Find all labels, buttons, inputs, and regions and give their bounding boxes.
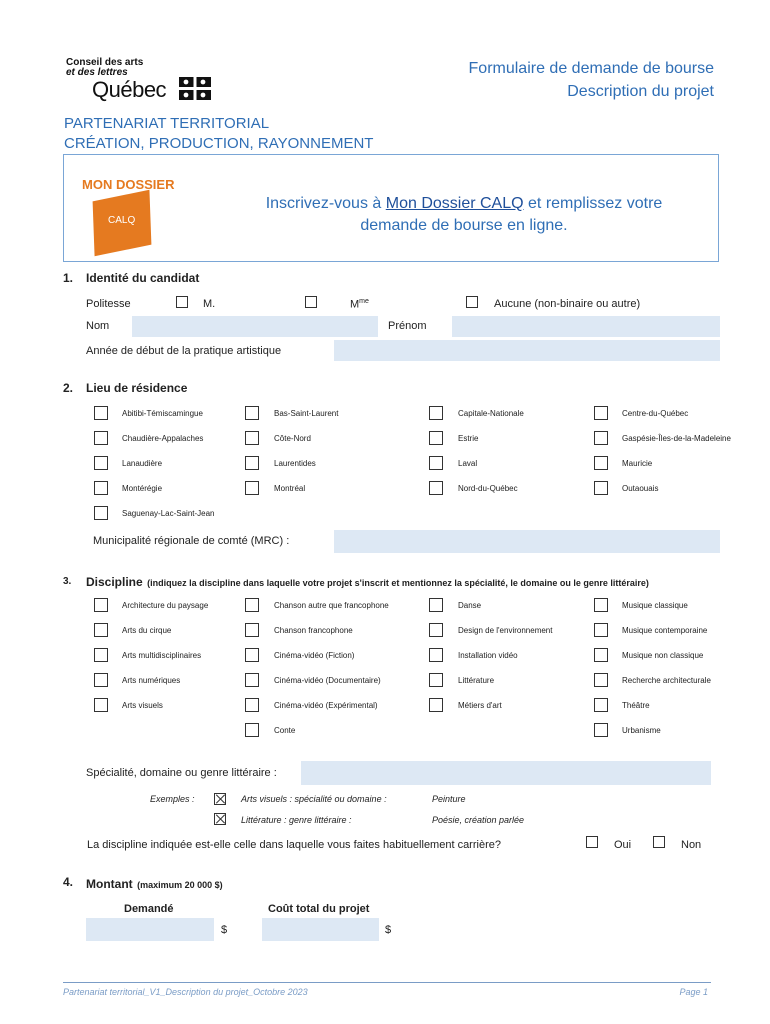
- checkbox-non[interactable]: [653, 836, 665, 848]
- discipline-checkbox[interactable]: [245, 598, 259, 612]
- logo-line-1: Conseil des arts: [66, 57, 144, 68]
- discipline-label: Recherche architecturale: [622, 676, 711, 685]
- annee-label: Année de début de la pratique artistique: [86, 345, 282, 357]
- demande-label: Demandé: [124, 903, 174, 915]
- discipline-label: Musique classique: [622, 601, 688, 610]
- region-label: Laval: [458, 459, 478, 468]
- discipline-label: Danse: [458, 601, 482, 610]
- annee-field[interactable]: [334, 340, 720, 361]
- discipline-label: Métiers d'art: [458, 701, 502, 710]
- s3-heading: [86, 573, 649, 591]
- discipline-checkbox[interactable]: [94, 623, 108, 637]
- example-2-value: Poésie, création parlée: [432, 815, 525, 825]
- form-title: Formulaire de demande de bourse: [468, 60, 714, 77]
- region-checkbox[interactable]: [429, 456, 443, 470]
- politesse-label: Politesse: [86, 298, 131, 310]
- region-label: Laurentides: [274, 459, 316, 468]
- checkbox-oui[interactable]: [586, 836, 598, 848]
- discipline-checkbox[interactable]: [594, 623, 608, 637]
- region-checkbox[interactable]: [245, 481, 259, 495]
- prenom-label: Prénom: [388, 320, 427, 332]
- checkbox-m[interactable]: [176, 296, 188, 308]
- cout-currency: $: [385, 924, 392, 936]
- region-checkbox[interactable]: [245, 406, 259, 420]
- region-label: Montérégie: [122, 484, 163, 493]
- checkbox-aucune[interactable]: [466, 296, 478, 308]
- label-aucune: Aucune (non-binaire ou autre): [494, 298, 641, 310]
- discipline-checkbox[interactable]: [429, 698, 443, 712]
- mon-dossier-link[interactable]: Mon Dossier CALQ: [385, 195, 524, 212]
- cout-label: Coût total du projet: [268, 903, 370, 915]
- label-mme: [350, 298, 369, 311]
- logo-line-2: et des lettres: [66, 67, 128, 78]
- discipline-label: Architecture du paysage: [122, 601, 209, 610]
- discipline-label: Chanson autre que francophone: [274, 601, 389, 610]
- region-label: Montréal: [274, 484, 306, 493]
- discipline-checkbox[interactable]: [245, 673, 259, 687]
- region-checkbox[interactable]: [94, 406, 108, 420]
- discipline-checkbox[interactable]: [94, 648, 108, 662]
- region-checkbox[interactable]: [594, 406, 608, 420]
- logo-line-3: Québec: [92, 77, 167, 102]
- program-line-1: PARTENARIAT TERRITORIAL: [64, 115, 270, 132]
- banner-text-before: Inscrivez-vous à: [265, 195, 386, 212]
- region-label: Estrie: [458, 434, 479, 443]
- region-label: Gaspésie-Îles-de-la-Madeleine: [622, 434, 731, 443]
- discipline-label: Installation vidéo: [458, 651, 518, 660]
- form-subtitle: Description du projet: [567, 83, 714, 100]
- banner-line-2: demande de bourse en ligne.: [360, 217, 568, 234]
- discipline-checkbox[interactable]: [594, 723, 608, 737]
- region-checkbox[interactable]: [94, 481, 108, 495]
- s2-title: Lieu de résidence: [86, 381, 188, 395]
- banner-text-after: et remplissez votre: [523, 195, 663, 212]
- region-label: Centre-du-Québec: [622, 409, 689, 418]
- s3-title: Discipline: [86, 575, 143, 589]
- discipline-checkbox[interactable]: [245, 698, 259, 712]
- region-label: Côte-Nord: [274, 434, 311, 443]
- s1-number: 1.: [63, 271, 74, 285]
- mrc-label: Municipalité régionale de comté (MRC) :: [93, 535, 290, 547]
- discipline-checkbox[interactable]: [245, 723, 259, 737]
- region-label: Capitale-Nationale: [458, 409, 524, 418]
- label-m: M.: [203, 298, 216, 310]
- discipline-checkbox[interactable]: [594, 673, 608, 687]
- discipline-label: Arts visuels: [122, 701, 163, 710]
- discipline-checkbox[interactable]: [594, 698, 608, 712]
- checkbox-mme[interactable]: [305, 296, 317, 308]
- program-line-2: CRÉATION, PRODUCTION, RAYONNEMENT: [64, 135, 374, 152]
- discipline-label: Design de l'environnement: [458, 626, 553, 635]
- label-oui: Oui: [614, 839, 632, 851]
- s1-title: Identité du candidat: [86, 271, 200, 285]
- discipline-checkbox[interactable]: [594, 648, 608, 662]
- region-checkbox[interactable]: [245, 456, 259, 470]
- discipline-checkbox[interactable]: [245, 623, 259, 637]
- example-2-label: Littérature : genre littéraire :: [241, 815, 352, 825]
- label-non: Non: [681, 839, 702, 851]
- region-checkbox[interactable]: [94, 431, 108, 445]
- nom-field[interactable]: [132, 316, 378, 337]
- badge-title: MON DOSSIER: [82, 177, 175, 192]
- discipline-label: Arts multidisciplinaires: [122, 651, 202, 660]
- mrc-field[interactable]: [334, 530, 720, 553]
- discipline-checkbox[interactable]: [245, 648, 259, 662]
- mon-dossier-banner: [63, 154, 719, 262]
- s3-note: (indiquez la discipline dans laquelle votre projet s'inscrit et mentionnez la spécialité, le domaine ou le genre littéraire): [147, 578, 649, 588]
- region-label: Mauricie: [622, 459, 653, 468]
- s4-title: Montant: [86, 877, 133, 891]
- label-mme-sup: me: [359, 298, 369, 305]
- discipline-checkbox[interactable]: [94, 698, 108, 712]
- region-checkbox[interactable]: [594, 431, 608, 445]
- region-label: Chaudière-Appalaches: [122, 434, 204, 443]
- discipline-label: Cinéma-vidéo (Fiction): [274, 651, 355, 660]
- specialite-field[interactable]: [301, 761, 711, 785]
- s4-note: (maximum 20 000 $): [137, 880, 223, 890]
- nom-label: Nom: [86, 320, 110, 332]
- example-1-value: Peinture: [432, 794, 466, 804]
- discipline-label: Cinéma-vidéo (Documentaire): [274, 676, 381, 685]
- calq-logo: [66, 58, 216, 104]
- region-label: Nord-du-Québec: [458, 484, 518, 493]
- label-mme-main: M: [350, 298, 360, 311]
- specialite-label: Spécialité, domaine ou genre littéraire :: [86, 767, 277, 779]
- region-label: Bas-Saint-Laurent: [274, 409, 339, 418]
- region-checkbox[interactable]: [429, 431, 443, 445]
- region-checkbox[interactable]: [94, 506, 108, 520]
- discipline-label: Urbanisme: [622, 726, 661, 735]
- example-checkbox-1: [214, 793, 226, 805]
- cout-field[interactable]: [262, 918, 379, 941]
- carriere-question: La discipline indiquée est-elle celle dans laquelle vous faites habituellement carrière?: [87, 839, 501, 851]
- region-label: Lanaudière: [122, 459, 163, 468]
- discipline-checkbox[interactable]: [429, 623, 443, 637]
- discipline-label: Musique contemporaine: [622, 626, 708, 635]
- s2-number: 2.: [63, 381, 74, 395]
- discipline-checkbox[interactable]: [594, 598, 608, 612]
- discipline-checkbox[interactable]: [429, 648, 443, 662]
- discipline-checkbox[interactable]: [94, 598, 108, 612]
- discipline-checkbox[interactable]: [429, 673, 443, 687]
- region-label: Outaouais: [622, 484, 659, 493]
- region-checkbox[interactable]: [429, 481, 443, 495]
- discipline-label: Arts numériques: [122, 676, 181, 685]
- example-checkbox-2: [214, 813, 226, 825]
- region-label: Abitibi-Témiscamingue: [122, 409, 203, 418]
- region-label: Saguenay-Lac-Saint-Jean: [122, 509, 215, 518]
- discipline-label: Chanson francophone: [274, 626, 353, 635]
- region-checkbox[interactable]: [594, 481, 608, 495]
- footer-rule: [63, 982, 711, 983]
- demande-field[interactable]: [86, 918, 214, 941]
- discipline-checkbox[interactable]: [429, 598, 443, 612]
- discipline-label: Cinéma-vidéo (Expérimental): [274, 701, 378, 710]
- demande-currency: $: [221, 924, 228, 936]
- banner-text: [224, 193, 704, 237]
- discipline-checkbox[interactable]: [94, 673, 108, 687]
- discipline-label: Théâtre: [622, 701, 650, 710]
- badge-text: CALQ: [108, 215, 136, 226]
- exemples-label: Exemples :: [150, 794, 195, 804]
- region-checkbox[interactable]: [94, 456, 108, 470]
- region-checkbox[interactable]: [245, 431, 259, 445]
- discipline-label: Littérature: [458, 676, 495, 685]
- discipline-label: Musique non classique: [622, 651, 704, 660]
- region-checkbox[interactable]: [594, 456, 608, 470]
- prenom-field[interactable]: [452, 316, 720, 337]
- s4-heading: [86, 875, 223, 893]
- s3-number: 3.: [63, 576, 72, 587]
- footer-left: Partenariat territorial_V1_Description du projet_Octobre 2023: [63, 987, 308, 997]
- example-1-label: Arts visuels : spécialité ou domaine :: [241, 794, 387, 804]
- discipline-label: Arts du cirque: [122, 626, 172, 635]
- mon-dossier-badge[interactable]: [82, 177, 182, 251]
- s4-number: 4.: [63, 875, 74, 889]
- footer-right: Page 1: [679, 987, 708, 997]
- region-checkbox[interactable]: [429, 406, 443, 420]
- fleur-de-lis-flag-icon: [179, 77, 211, 100]
- discipline-label: Conte: [274, 726, 296, 735]
